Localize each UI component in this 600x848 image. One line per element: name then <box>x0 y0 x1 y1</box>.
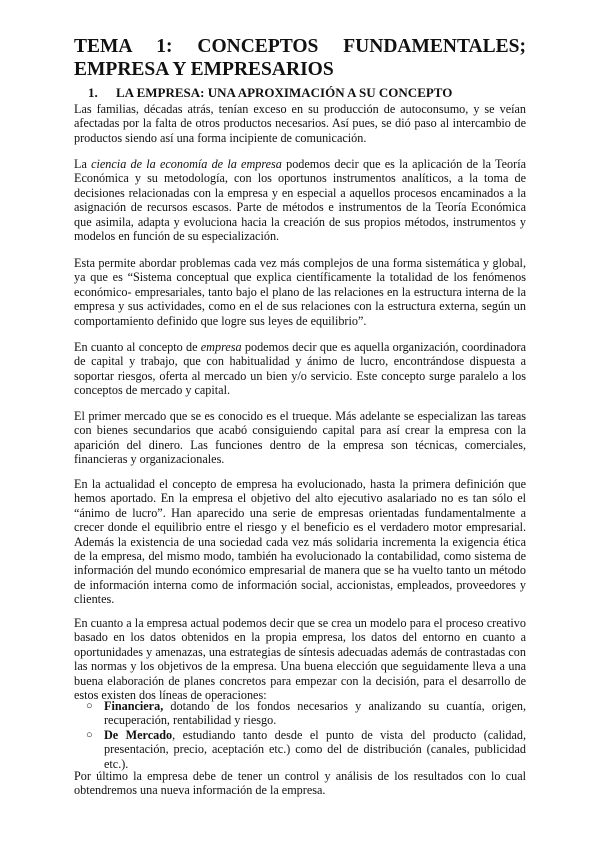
paragraph-3: Esta permite abordar problemas cada vez más complejos de una forma sistemática y global, ya que es “Sistema conceptual que explica científicamente la totalidad de los fenómenos económico- empresariales, tanto bajo el plano de las relaciones en la estructura interna de la empresa y sus actividades, como en el de sus relaciones con la estructura externa, según un comportamiento definido que logre sus leyes de equilibrio”. <box>74 256 526 328</box>
paragraph-4-emphasis: empresa <box>200 340 242 354</box>
paragraph-6: En la actualidad el concepto de empresa ha evolucionado, hasta la primera definición que hemos aportado. En la empresa el objetivo del alto ejecutivo asalariado no es tan sólo el “ánimo de lucro”. Han aparecido una serie de empresas orientadas fundamentalmente a crecer donde el equilibrio entre el riesgo y el beneficio es el verdadero motor empresarial. Además la existencia de una sociedad cada vez más solidaria incrementa la exigencia ética de la empresa, del mismo modo, también ha evolucionado la contabilidad, como sistema de información del mundo económico empresarial de manera que se ha vuelto tanto un método de información interna como de información social, accionistas, empleados, proveedores y clientes. <box>74 477 526 607</box>
list-item <box>74 728 526 771</box>
list-item <box>74 699 526 728</box>
circle-bullet-icon: ○ <box>86 728 93 741</box>
page-title: TEMA 1: CONCEPTOS FUNDAMENTALES; EMPRESA Y EMPRESARIOS <box>74 36 526 80</box>
paragraph-2-emphasis: ciencia de la economía de la empresa <box>91 157 282 171</box>
section-number: 1. <box>88 85 98 100</box>
section-heading <box>88 85 452 101</box>
paragraph-5: El primer mercado que se es conocido es el trueque. Más adelante se especializan las tareas con bienes secundarios que acabó consiguiendo capital para así crear la empresa con la aparición del dinero. Las funciones dentro de la empresa son técnicas, comerciales, financieras y organizacionales. <box>74 409 526 467</box>
paragraph-4-body: podemos decir que es aquella organización, coordinadora de capital y trabajo, que con habitualidad y ánimo de lucro, encontrándose dispuesta a soportar riesgos, oferta al mercado un bien y/o servicio. Este concepto surge paralelo a los conceptos de mercado y capital. <box>74 340 527 398</box>
paragraph-4 <box>74 340 526 398</box>
paragraph-8: Por último la empresa debe de tener un control y análisis de los resultados con lo cual obtendremos una nueva información de la empresa. <box>74 769 526 798</box>
paragraph-4-lead: En cuanto al concepto de <box>74 340 201 354</box>
paragraph-2 <box>74 157 526 243</box>
circle-bullet-icon: ○ <box>86 700 93 712</box>
list-item-term: De Mercado <box>104 727 173 742</box>
list-item-term: Financiera, <box>104 699 164 713</box>
section-title: LA EMPRESA: UNA APROXIMACIÓN A SU CONCEPTO <box>116 85 453 100</box>
paragraph-2-lead: La <box>74 157 92 171</box>
paragraph-1: Las familias, décadas atrás, tenían exceso en su producción de autoconsumo, y se veían afectadas por la falta de otros productos necesarios. Así pues, se dió paso al intercambio de productos siendo así una forma incipiente de comunicación. <box>74 102 526 145</box>
operations-list <box>74 699 526 771</box>
list-item-text: , estudiando tanto desde el punto de vista del producto (calidad, presentación, precio, aceptación etc.) como del de distribución (canales, publicidad etc.). <box>104 727 526 771</box>
paragraph-7: En cuanto a la empresa actual podemos decir que se crea un modelo para el proceso creativo basado en los datos obtenidos en la propia empresa, los datos del entorno en cuanto a oportunidades y amenazas, una estrategias de síntesis adecuadas además de contrastadas con las normas y los objetivos de la empresa. Una buena elección que seguidamente lleva a una buena elaboración de planes concretos para empezar con la decisión, para el desarrollo de estos existen dos líneas de operaciones: <box>74 616 526 703</box>
list-item-text: dotando de los fondos necesarios y analizando su cuantía, origen, recuperación, rentabilidad y riesgo. <box>104 699 526 728</box>
paragraph-2-body: podemos decir que es la aplicación de la Teoría Económica y su metodología, con los oportunos instrumentos analíticos, a la toma de decisiones relacionadas con la empresa y en especial a aquellos procesos encaminados a la asignación de recursos escasos. Parte de métodos e instrumentos de la Teoría Económica que asimila, adapta y evoluciona hacia la creación de sus propios métodos, instrumentos y modelos en función de su especialización. <box>74 157 526 244</box>
